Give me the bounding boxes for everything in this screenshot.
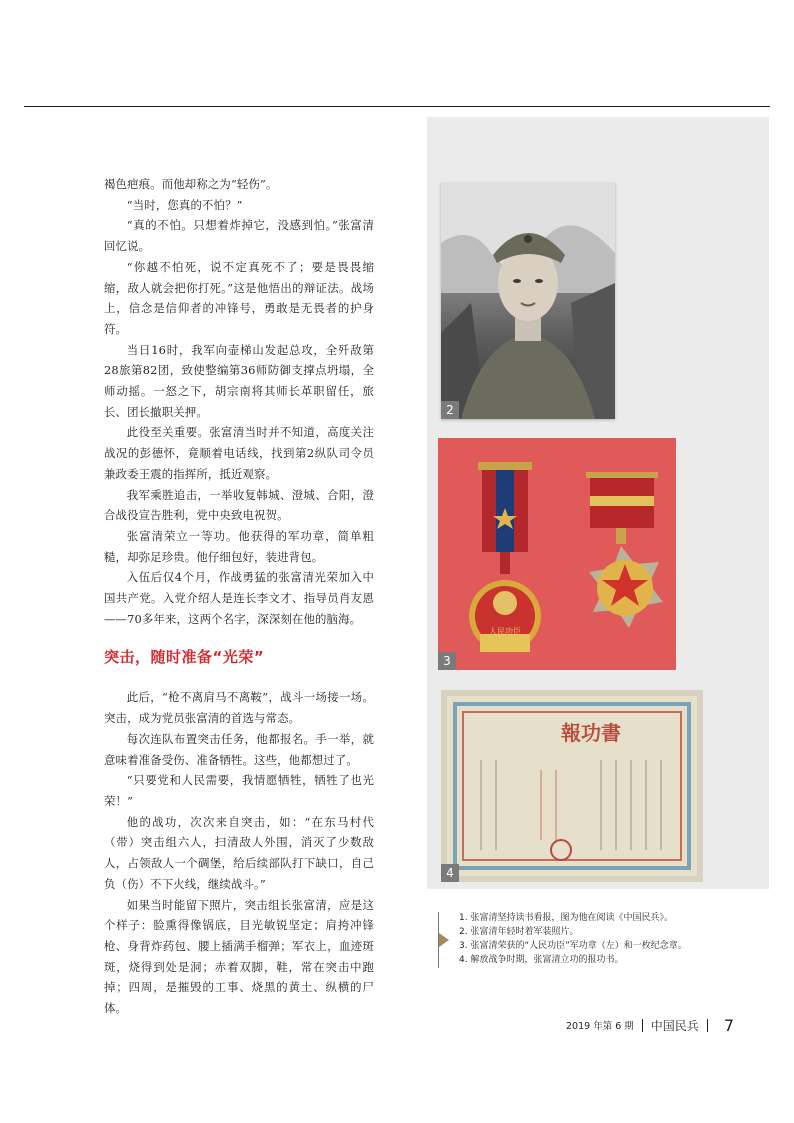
portrait-photo [441,183,615,419]
paragraph: 当日16时，我军向壶梯山发起总攻，全歼敌第28旅第82团，致使整编第36师防御支撑点坍塌，全师动摇。一怒之下，胡宗南将其师长革职留任，旅长、团长撤职关押。 [104,342,374,419]
medal-inscription: 人民功臣 [489,627,521,636]
medals-photo-icon [438,438,676,670]
paragraph: “只要党和人民需要，我情愿牺牲，牺牲了也光荣！” [104,773,374,808]
photo-number: 3 [438,652,456,670]
section-heading: 突击，随时准备“光荣” [104,648,265,667]
certificate-title: 報功書 [561,721,621,745]
caption-item: 2. 张富清年轻时着军装照片。 [459,927,579,937]
article-body [104,174,374,1019]
footer-divider [642,1019,643,1032]
portrait-photo-icon [441,183,615,419]
paragraph: 此后，“枪不离肩马不离鞍”，战斗一场接一场。突击，成为党员张富清的首选与常态。 [104,690,374,726]
footer-divider [707,1019,708,1032]
paragraph: 褐色疤痕。而他却称之为“轻伤”。 [104,177,278,191]
paragraph: 我军乘胜追击，一举收复韩城、澄城、合阳，澄合战役宣告胜利，党中央致电祝贺。 [104,487,374,523]
paragraph: “你越不怕死，说不定真死不了；要是畏畏缩缩，敌人就会把你打死。”这是他悟出的辩证法。战场上，信念是信仰者的冲锋号，勇敢是无畏者的护身符。 [104,259,374,336]
photo-number: 2 [441,401,459,419]
header-rule [24,106,770,107]
photo-number: 4 [441,864,459,882]
paragraph: 张富清荣立一等功。他获得的军功章，简单粗糙，却弥足珍贵。他仔细包好，装进背包。 [104,528,374,564]
paragraph: “真的不怕。只想着炸掉它，没感到怕。”张富清回忆说。 [104,218,374,254]
caption-arrow-icon [439,933,449,947]
medals-photo [438,438,676,670]
paragraph: 如果当时能留下照片，突击组长张富清，应是这个样子：脸熏得像锅底，目光敏锐坚定；肩挎冲锋枪、身背炸药包、腰上插满手榴弹；军衣上，血迹斑斑，烧得到处是洞；赤着双脚，鞋，常在突击中跑掉；四周，是摧毁的工事、烧黑的黄土、纵横的尸体。 [104,897,374,1016]
page-footer [566,1015,734,1035]
issue-label: 2019 年第 6 期 [566,1021,634,1032]
certificate-photo [441,690,703,882]
caption-item: 4. 解放战争时期，张富清立功的报功书。 [459,955,624,965]
paragraph: 此役至关重要。张富清当时并不知道，高度关注战况的彭德怀，竟顺着电话线，找到第2纵队司令员兼政委王震的指挥所，抵近观察。 [104,425,374,481]
paragraph: 每次连队布置突击任务，他都报名。手一举，就意味着准备受伤、准备牺牲。这些，他都想过了。 [104,731,374,767]
paragraph: 入伍后仅4个月，作战勇猛的张富清光荣加入中国共产党。入党介绍人是连长李文才、指导员肖友恩——70多年来，这两个名字，深深刻在他的脑海。 [104,570,374,626]
caption-item: 3. 张富清荣获的“人民功臣”军功章（左）和一枚纪念章。 [459,941,687,951]
paragraph: 他的战功，次次来自突击，如：“在东马村代（带）突击组六人，扫清敌人外围，消灭了少数敌人，占领敌人一个碉堡，给后续部队打下缺口，自己负（伤）不下火线，继续战斗。” [104,814,374,891]
photo-captions [459,911,759,967]
paragraph: “当时，您真的不怕？” [126,197,243,212]
caption-item: 1. 张富清坚持读书看报，图为他在阅读《中国民兵》。 [459,913,673,923]
page-number: 7 [723,1015,734,1035]
merit-certificate-icon [441,690,703,882]
magazine-name: 中国民兵 [650,1018,699,1033]
